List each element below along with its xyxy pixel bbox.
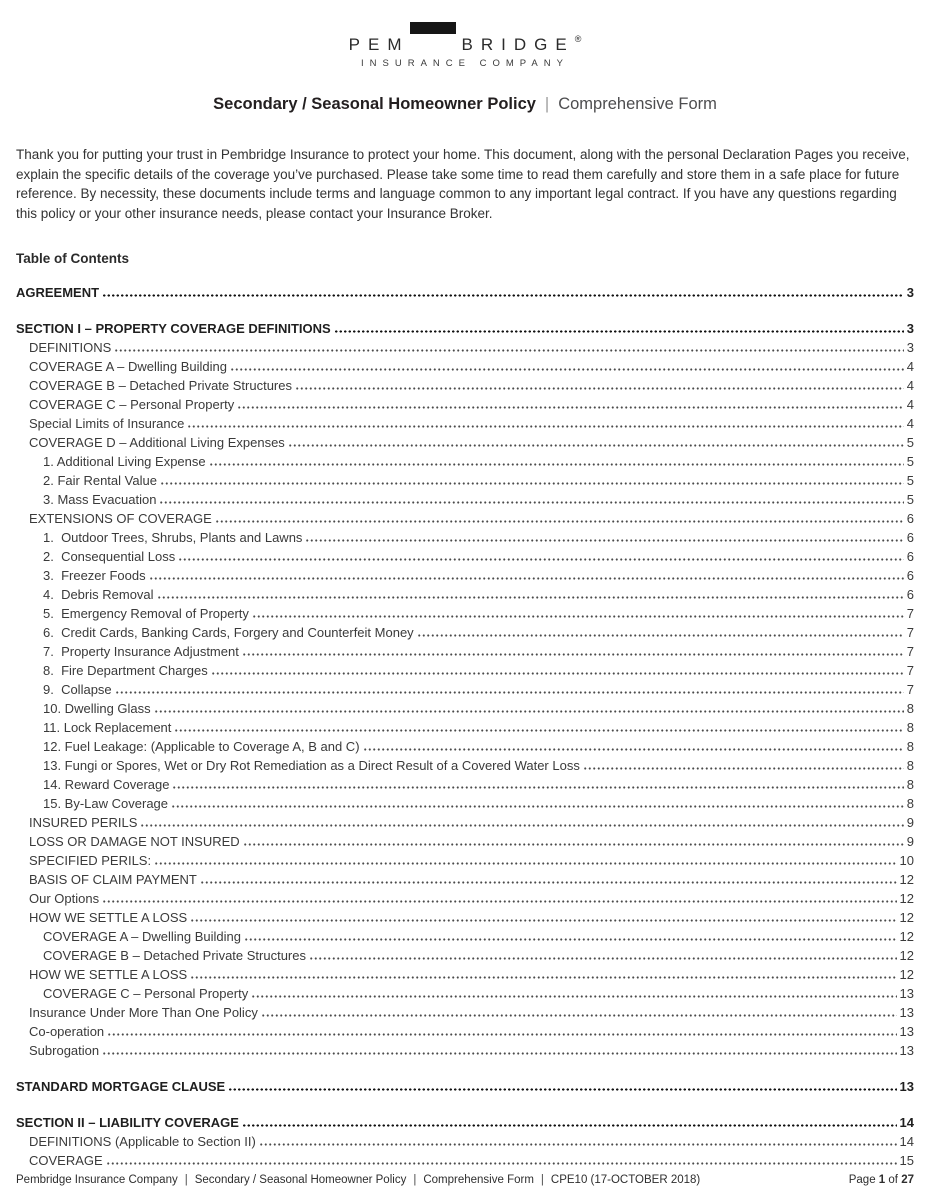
- toc-leader-dots: [237, 406, 904, 409]
- toc-entry-label: 2. Fair Rental Value: [43, 473, 157, 489]
- toc-entry: [16, 811, 914, 830]
- toc-entry-label: 5. Emergency Removal of Property: [43, 606, 249, 622]
- toc-entry-label: HOW WE SETTLE A LOSS: [29, 967, 188, 983]
- footer-separator: |: [413, 1174, 417, 1186]
- toc-entry-label: 3. Mass Evacuation: [43, 492, 157, 508]
- toc-entry-label: 7. Property Insurance Adjustment: [43, 644, 239, 660]
- toc-entry-page: 3: [906, 340, 914, 356]
- toc-entry: [16, 963, 914, 982]
- footer-page-of: of: [888, 1174, 898, 1186]
- title-separator: |: [544, 95, 550, 113]
- toc-entry-page: 6: [906, 568, 914, 584]
- toc-leader-dots: [187, 425, 903, 428]
- toc-entry-label: EXTENSIONS OF COVERAGE: [29, 511, 212, 527]
- toc-leader-dots: [251, 995, 896, 998]
- toc-leader-dots: [102, 900, 896, 903]
- toc-entry-page: 7: [906, 606, 914, 622]
- toc-entry: [16, 412, 914, 431]
- toc-entry-page: 7: [906, 644, 914, 660]
- toc-entry-label: 3. Freezer Foods: [43, 568, 146, 584]
- toc-entry: [16, 1149, 914, 1168]
- toc-entry-page: 12: [899, 929, 914, 945]
- logo-word-pem: PEM: [348, 35, 410, 54]
- toc-entry-page: 7: [906, 682, 914, 698]
- toc-entry-label: Special Limits of Insurance: [29, 416, 185, 432]
- toc-leader-dots: [114, 349, 903, 352]
- logo-bar-icon: [410, 22, 456, 34]
- toc-entry: [16, 659, 914, 678]
- toc-entry-page: 13: [899, 986, 914, 1002]
- toc-entry: [16, 621, 914, 640]
- toc-entry: [16, 281, 914, 300]
- toc-entry: [16, 526, 914, 545]
- toc-entry-page: 9: [906, 815, 914, 831]
- toc-entry: [16, 1039, 914, 1058]
- toc-entry-label: INSURED PERILS: [29, 815, 138, 831]
- toc-leader-dots: [252, 615, 904, 618]
- toc-leader-dots: [242, 653, 904, 656]
- toc-entry-page: 12: [899, 872, 914, 888]
- toc-entry: [16, 868, 914, 887]
- toc-leader-dots: [178, 558, 904, 561]
- toc-leader-dots: [157, 596, 904, 599]
- toc-entry-page: 7: [906, 625, 914, 641]
- toc-leader-dots: [309, 957, 897, 960]
- toc-leader-dots: [259, 1143, 897, 1146]
- toc-leader-dots: [115, 691, 904, 694]
- toc-entry-page: 13: [899, 1043, 914, 1059]
- toc-entry: [16, 507, 914, 526]
- logo-subtitle: INSURANCE COMPANY: [361, 58, 569, 69]
- toc-leader-dots: [417, 634, 904, 637]
- toc-entry-label: COVERAGE A – Dwelling Building: [43, 929, 241, 945]
- toc-entry: [16, 602, 914, 621]
- toc-entry-page: 12: [899, 967, 914, 983]
- toc-entry-label: STANDARD MORTGAGE CLAUSE: [16, 1079, 226, 1095]
- toc-entry: [16, 982, 914, 1001]
- toc-leader-dots: [154, 862, 896, 865]
- toc-entry: [16, 336, 914, 355]
- toc-leader-dots: [174, 729, 903, 732]
- toc-entry-page: 8: [906, 720, 914, 736]
- toc-entry-label: DEFINITIONS (Applicable to Section II): [29, 1134, 256, 1150]
- footer-document-info: [16, 1174, 700, 1186]
- footer-segment: Pembridge Insurance Company: [16, 1174, 178, 1186]
- toc-entry-label: 6. Credit Cards, Banking Cards, Forgery and Counterfeit Money: [43, 625, 414, 641]
- toc-entry: [16, 697, 914, 716]
- title-subtitle: Comprehensive Form: [558, 95, 717, 113]
- registered-trademark-icon: ®: [574, 34, 582, 44]
- toc-leader-dots: [102, 1052, 896, 1055]
- toc-entry-label: SECTION I – PROPERTY COVERAGE DEFINITIONS: [16, 321, 331, 337]
- toc-entry-label: COVERAGE B – Detached Private Structures: [29, 378, 292, 394]
- toc-leader-dots: [363, 748, 904, 751]
- toc-entry: [16, 849, 914, 868]
- toc-leader-dots: [243, 843, 904, 846]
- toc-leader-dots: [242, 1124, 897, 1127]
- toc-entry-label: 13. Fungi or Spores, Wet or Dry Rot Remediation as a Direct Result of a Covered Water Loss: [43, 758, 580, 774]
- toc-entry-page: 13: [899, 1005, 914, 1021]
- toc-entry-page: 12: [899, 948, 914, 964]
- toc-entry-page: 8: [906, 777, 914, 793]
- toc-entry-page: 14: [899, 1134, 914, 1150]
- page-footer: [16, 1174, 914, 1186]
- toc-entry-page: 7: [906, 663, 914, 679]
- toc-entry-label: COVERAGE B – Detached Private Structures: [43, 948, 306, 964]
- toc-leader-dots: [154, 710, 904, 713]
- toc-entry-page: 8: [906, 701, 914, 717]
- toc-entry-label: 1. Outdoor Trees, Shrubs, Plants and Lawns: [43, 530, 303, 546]
- toc-entry-label: COVERAGE A – Dwelling Building: [29, 359, 227, 375]
- toc-leader-dots: [583, 767, 904, 770]
- toc-entry: [16, 640, 914, 659]
- toc-entry: [16, 317, 914, 336]
- toc-entry: [16, 374, 914, 393]
- toc-entry-page: 6: [906, 511, 914, 527]
- toc-leader-dots: [172, 786, 903, 789]
- toc-leader-dots: [228, 1088, 896, 1091]
- toc-entry-page: 4: [906, 378, 914, 394]
- toc-leader-dots: [190, 919, 896, 922]
- toc-entry: [16, 830, 914, 849]
- toc-entry-label: 9. Collapse: [43, 682, 112, 698]
- toc-leader-dots: [230, 368, 904, 371]
- toc-entry: [16, 355, 914, 374]
- toc-entry-page: 12: [899, 891, 914, 907]
- toc-entry-label: LOSS OR DAMAGE NOT INSURED: [29, 834, 240, 850]
- toc-list: [16, 281, 914, 1168]
- toc-entry: [16, 1130, 914, 1149]
- logo-word-bridge: BRIDGE: [461, 35, 575, 54]
- toc-leader-dots: [190, 976, 896, 979]
- toc-entry: [16, 773, 914, 792]
- footer-page-total: 27: [901, 1174, 914, 1186]
- toc-entry-page: 9: [906, 834, 914, 850]
- toc-leader-dots: [334, 330, 904, 333]
- toc-entry-page: 10: [899, 853, 914, 869]
- toc-entry: [16, 792, 914, 811]
- toc-entry-label: 4. Debris Removal: [43, 587, 154, 603]
- toc-heading: Table of Contents: [16, 251, 129, 267]
- toc-entry-page: 15: [899, 1153, 914, 1169]
- toc-entry: [16, 925, 914, 944]
- toc-entry-label: 11. Lock Replacement: [43, 720, 172, 736]
- toc-entry-label: 12. Fuel Leakage: (Applicable to Coverage A, B and C): [43, 739, 360, 755]
- toc-entry-label: COVERAGE C – Personal Property: [43, 986, 249, 1002]
- toc-entry-label: 15. By-Law Coverage: [43, 796, 169, 812]
- toc-leader-dots: [261, 1014, 897, 1017]
- document-title: [0, 95, 930, 114]
- toc-entry: [16, 488, 914, 507]
- toc-leader-dots: [211, 672, 904, 675]
- toc-entry-page: 5: [906, 454, 914, 470]
- toc-leader-dots: [305, 539, 903, 542]
- footer-segment: Comprehensive Form: [423, 1174, 534, 1186]
- toc-entry-label: 2. Consequential Loss: [43, 549, 176, 565]
- footer-page-indicator: [849, 1174, 914, 1186]
- toc-leader-dots: [244, 938, 897, 941]
- toc-entry-page: 6: [906, 530, 914, 546]
- toc-entry-page: 6: [906, 587, 914, 603]
- toc-leader-dots: [288, 444, 904, 447]
- toc-leader-dots: [209, 463, 904, 466]
- title-main: Secondary / Seasonal Homeowner Policy: [213, 95, 536, 113]
- toc-entry-page: 12: [899, 910, 914, 926]
- toc-entry-page: 5: [906, 473, 914, 489]
- toc-entry-label: AGREEMENT: [16, 285, 100, 301]
- toc-entry-page: 8: [906, 796, 914, 812]
- toc-entry-page: 5: [906, 492, 914, 508]
- toc-entry: [16, 431, 914, 450]
- toc-leader-dots: [295, 387, 904, 390]
- toc-entry-page: 4: [906, 359, 914, 375]
- toc-entry-label: HOW WE SETTLE A LOSS: [29, 910, 188, 926]
- toc-entry-label: SPECIFIED PERILS:: [29, 853, 152, 869]
- toc-entry-label: SECTION II – LIABILITY COVERAGE: [16, 1115, 239, 1131]
- toc-leader-dots: [159, 501, 903, 504]
- toc-entry-page: 3: [906, 321, 914, 337]
- toc-entry: [16, 545, 914, 564]
- toc-leader-dots: [107, 1033, 896, 1036]
- toc-entry: [16, 469, 914, 488]
- toc-entry: [16, 906, 914, 925]
- toc-leader-dots: [149, 577, 904, 580]
- toc-entry-page: 6: [906, 549, 914, 565]
- pembridge-logo: [0, 0, 930, 69]
- toc-entry-page: 13: [899, 1024, 914, 1040]
- toc-entry-label: 8. Fire Department Charges: [43, 663, 208, 679]
- footer-segment: Secondary / Seasonal Homeowner Policy: [194, 1174, 407, 1186]
- toc-entry: [16, 1111, 914, 1130]
- footer-page-current: 1: [878, 1174, 886, 1186]
- toc-entry-page: 8: [906, 758, 914, 774]
- toc-entry-page: 13: [899, 1079, 914, 1095]
- toc-entry: [16, 944, 914, 963]
- footer-separator: |: [184, 1174, 188, 1186]
- toc-entry-page: 3: [906, 285, 914, 301]
- footer-segment: CPE10 (17-OCTOBER 2018): [550, 1174, 701, 1186]
- toc-entry-page: 8: [906, 739, 914, 755]
- toc-entry-label: COVERAGE D – Additional Living Expenses: [29, 435, 285, 451]
- toc-entry: [16, 735, 914, 754]
- toc-entry: [16, 1020, 914, 1039]
- toc-entry-page: 4: [906, 416, 914, 432]
- footer-separator: |: [540, 1174, 544, 1186]
- toc-entry-label: BASIS OF CLAIM PAYMENT: [29, 872, 197, 888]
- toc-entry-page: 5: [906, 435, 914, 451]
- toc-entry-label: 1. Additional Living Expense: [43, 454, 206, 470]
- toc-entry-label: COVERAGE: [29, 1153, 103, 1169]
- toc-leader-dots: [102, 294, 904, 297]
- toc-leader-dots: [200, 881, 897, 884]
- intro-paragraph: Thank you for putting your trust in Pembridge Insurance to protect your home. This document, along with the personal Declaration Pages you receive, explain the specific details of the coverage you’ve purchased. Please take some time to read them carefully and store them in a safe place for future reference. By necessity, these documents include terms and language common to any important legal contract. If you have any questions regarding this policy or your other insurance needs, please contact your Insurance Broker.: [16, 147, 910, 221]
- toc-entry-label: 10. Dwelling Glass: [43, 701, 151, 717]
- toc-entry: [16, 678, 914, 697]
- toc-leader-dots: [171, 805, 904, 808]
- toc-entry: [16, 583, 914, 602]
- toc-entry: [16, 754, 914, 773]
- toc-entry: [16, 1075, 914, 1094]
- toc-entry-label: Insurance Under More Than One Policy: [29, 1005, 258, 1021]
- toc-entry: [16, 716, 914, 735]
- toc-leader-dots: [106, 1162, 897, 1165]
- toc-entry-label: 14. Reward Coverage: [43, 777, 170, 793]
- toc-entry-label: Subrogation: [29, 1043, 100, 1059]
- toc-entry: [16, 450, 914, 469]
- toc-entry-label: DEFINITIONS: [29, 340, 112, 356]
- toc-entry-label: COVERAGE C – Personal Property: [29, 397, 235, 413]
- toc-entry-page: 14: [899, 1115, 914, 1131]
- toc-leader-dots: [215, 520, 904, 523]
- toc-entry-page: 4: [906, 397, 914, 413]
- toc-entry: [16, 1001, 914, 1020]
- toc-leader-dots: [140, 824, 903, 827]
- page-content: [0, 145, 930, 1168]
- toc-entry: [16, 887, 914, 906]
- toc-leader-dots: [160, 482, 904, 485]
- toc-entry: [16, 564, 914, 583]
- toc-entry: [16, 393, 914, 412]
- logo-wordmark: [349, 22, 582, 53]
- toc-entry-label: Our Options: [29, 891, 100, 907]
- toc-entry-label: Co-operation: [29, 1024, 105, 1040]
- footer-page-label: Page: [848, 1174, 876, 1186]
